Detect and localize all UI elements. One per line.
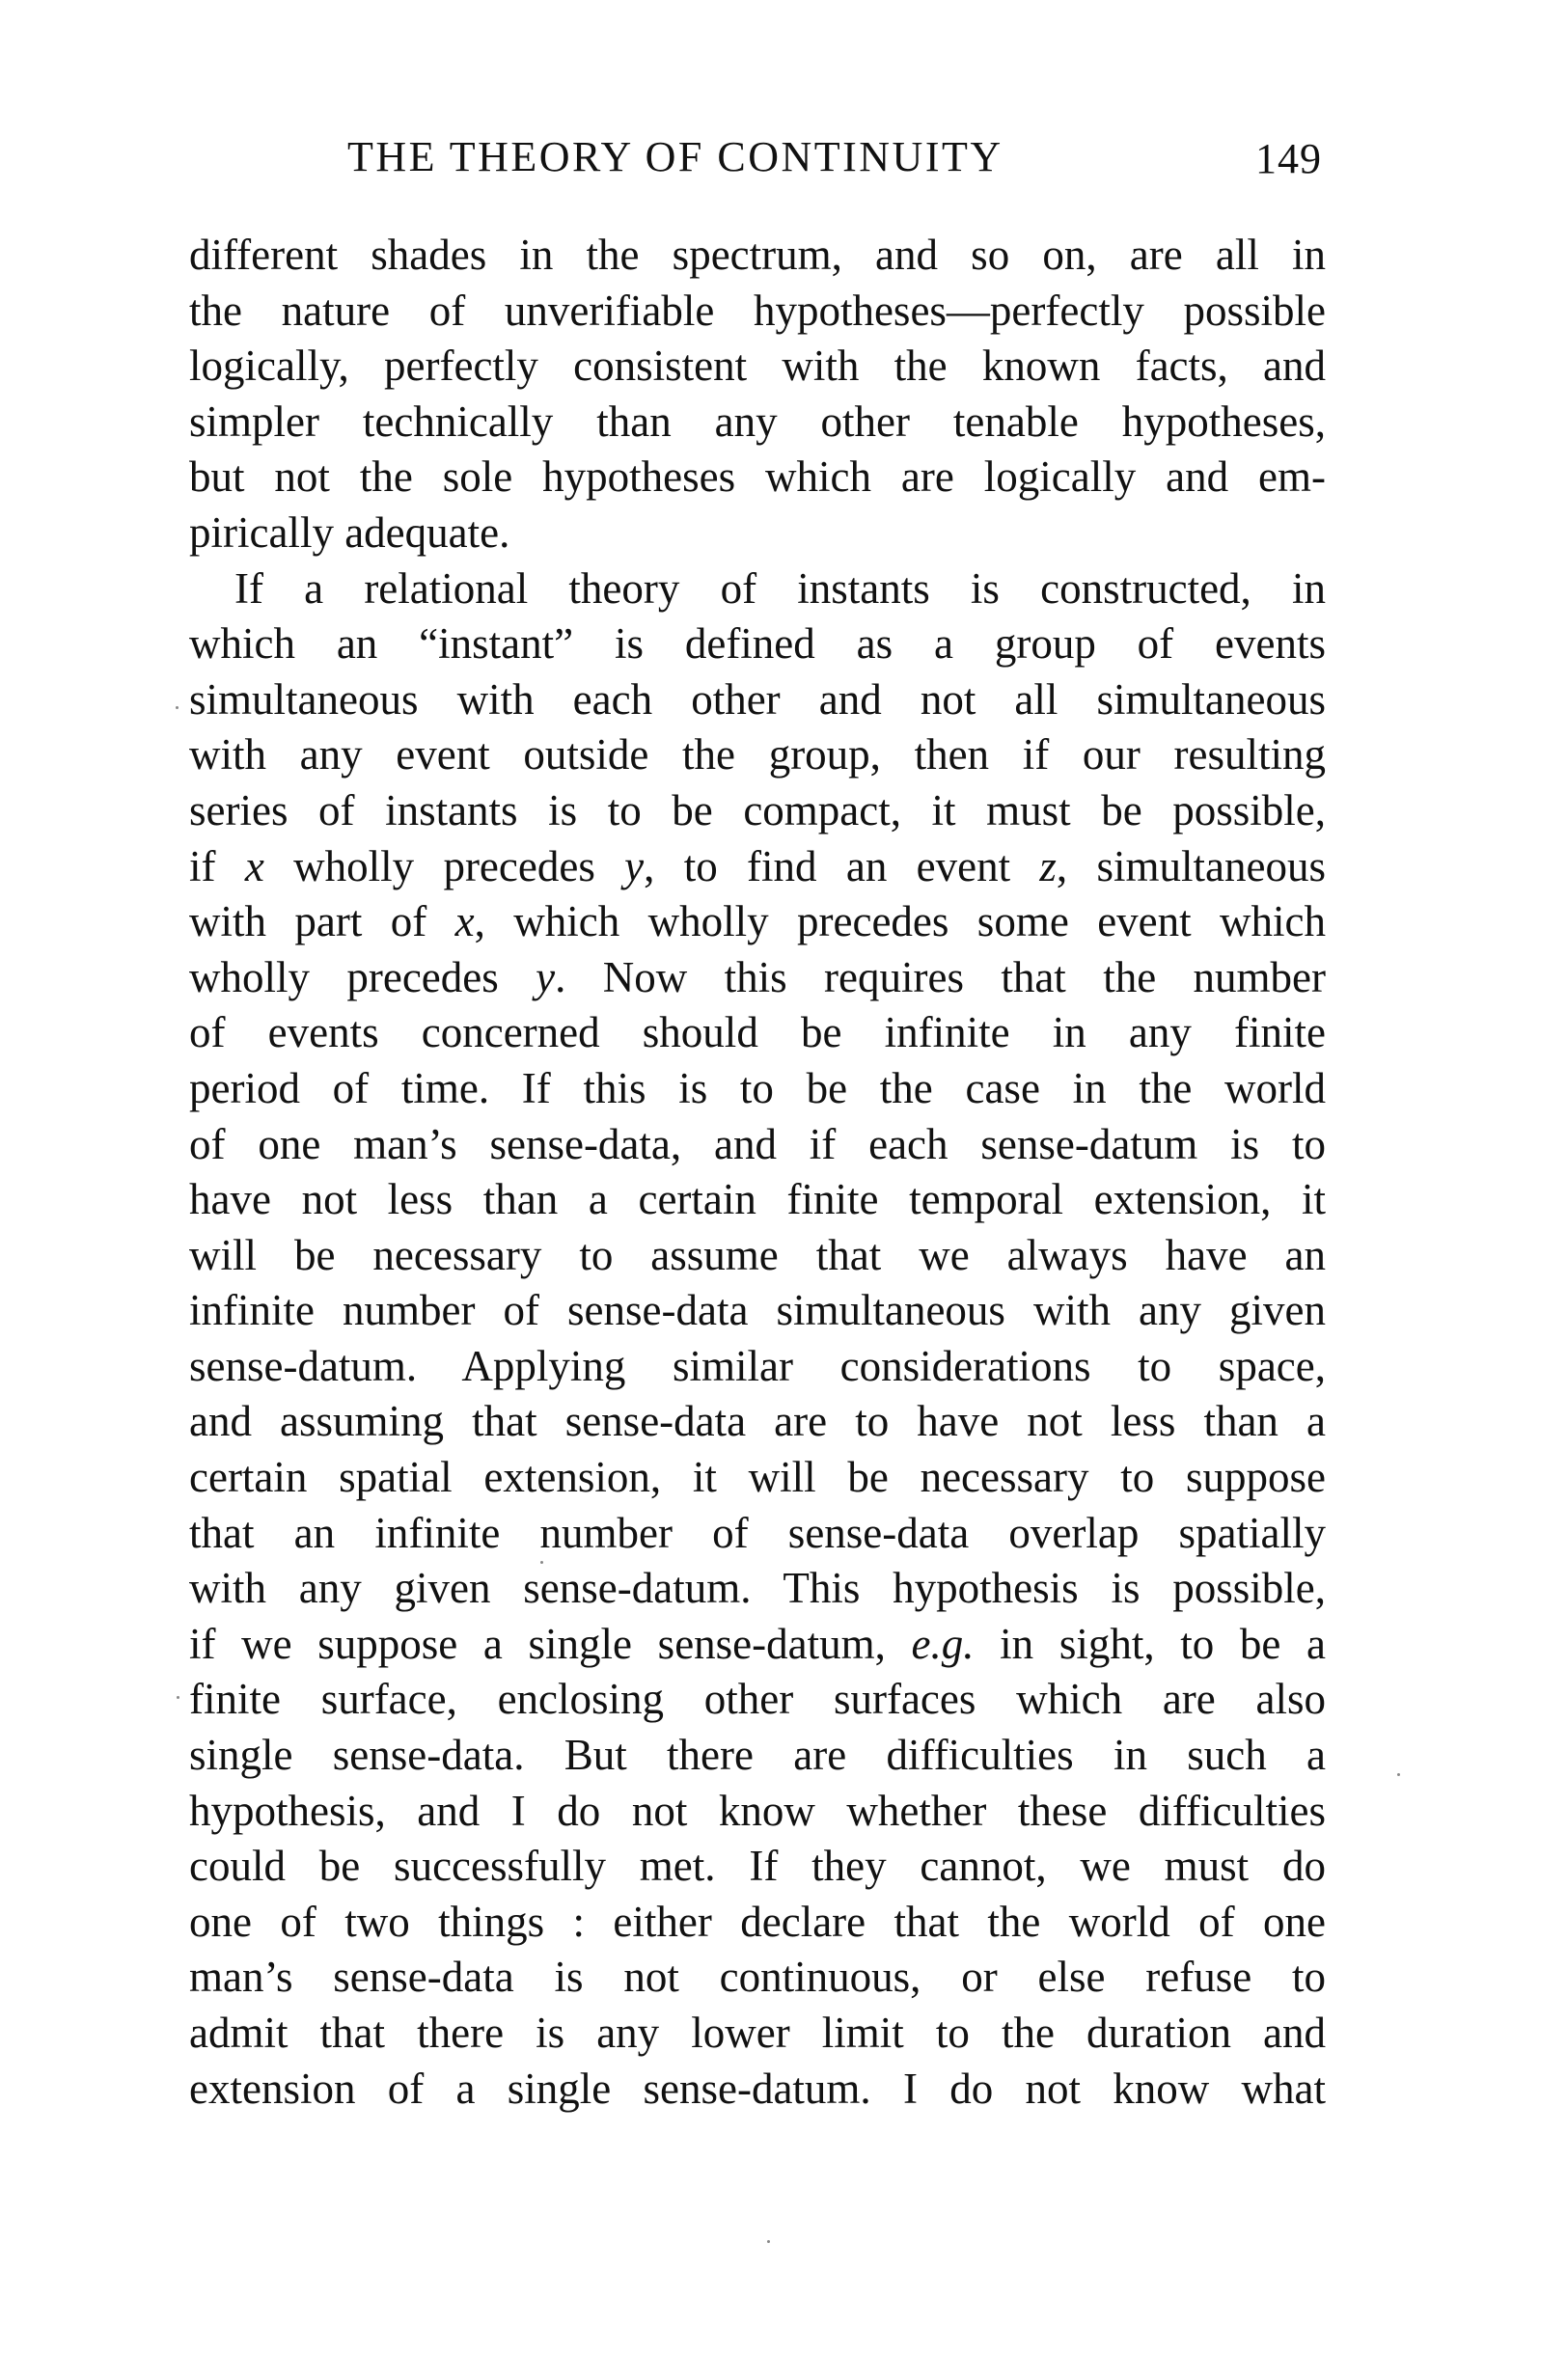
text-line [189, 839, 1326, 895]
text-segment: . Now this requires that the number [555, 952, 1326, 1001]
text-line: of events concerned should be infinite in any finite [189, 1008, 1326, 1057]
text-line: logically, perfectly consistent with the known facts, and [189, 342, 1326, 391]
italic-variable: y [536, 952, 556, 1001]
text-line: sense-datum. Applying similar considerations to space, [189, 1341, 1326, 1390]
text-line [189, 1617, 1326, 1673]
text-line: man’s sense-data is not continuous, or else refuse to [189, 1953, 1326, 2002]
running-title: THE THEORY OF CONTINUITY [347, 133, 1003, 180]
italic-variable: z [1039, 841, 1057, 890]
text-line: If a relational theory of instants is constructed, in [234, 563, 1326, 613]
text-segment: if [189, 841, 245, 890]
text-segment: , to find an event [644, 841, 1040, 890]
text-line: simultaneous with each other and not all simultaneous [189, 674, 1326, 724]
text-line: will be necessary to assume that we always have an [189, 1230, 1326, 1279]
text-line: simpler technically than any other tenable hypotheses, [189, 397, 1326, 446]
text-segment: , which wholly precedes some event which [474, 897, 1327, 946]
text-line: single sense-data. But there are difficulties in such a [189, 1731, 1326, 1780]
text-line: could be successfully met. If they cannot, we must do [189, 1842, 1326, 1891]
scan-speck [540, 1561, 543, 1564]
scan-speck [176, 706, 179, 709]
text-line: one of two things : either declare that the world of one [189, 1897, 1326, 1946]
italic-variable: y [624, 841, 645, 890]
text-line: period of time. If this is to be the case in the world [189, 1063, 1326, 1112]
text-segment: if we suppose a single sense-datum, [189, 1619, 912, 1668]
text-segment: in sight, to be a [974, 1619, 1327, 1668]
text-line [189, 950, 1326, 1006]
text-line: series of instants is to be compact, it must be possible, [189, 785, 1326, 834]
text-line: which an “instant” is defined as a group of events [189, 619, 1326, 669]
text-line: pirically adequate. [189, 507, 510, 557]
scan-speck [767, 2240, 770, 2243]
text-segment: wholly precedes [263, 841, 625, 890]
page-number: 149 [1255, 135, 1322, 182]
text-line: the nature of unverifiable hypotheses—perfectly possible [189, 286, 1326, 335]
text-line: with any given sense-datum. This hypothesis is possible, [189, 1564, 1326, 1613]
scan-speck [1397, 1773, 1400, 1776]
text-line: and assuming that sense-data are to have not less than a [189, 1397, 1326, 1446]
text-line: have not less than a certain finite temporal extension, it [189, 1175, 1326, 1224]
text-line: certain spatial extension, it will be necessary to suppose [189, 1453, 1326, 1502]
text-line: of one man’s sense-data, and if each sense-datum is to [189, 1119, 1326, 1168]
text-segment: , simultaneous [1056, 841, 1326, 890]
scan-speck [177, 1696, 179, 1699]
text-line: with any event outside the group, then if our resulting [189, 730, 1326, 780]
italic-variable: x [244, 841, 264, 890]
text-line: different shades in the spectrum, and so on, are all in [189, 231, 1326, 279]
text-line: but not the sole hypotheses which are logically and em- [189, 452, 1326, 502]
paragraph-2 [189, 561, 1326, 2118]
text-line [189, 894, 1326, 950]
running-head [347, 128, 1322, 186]
text-line: admit that there is any lower limit to the duration and [189, 2009, 1326, 2057]
text-line: extension of a single sense-datum. I do not know what [189, 2064, 1326, 2113]
text-line: that an infinite number of sense-data overlap spatially [189, 1508, 1326, 1557]
italic-abbreviation: e.g. [911, 1619, 975, 1668]
text-segment: wholly precedes [189, 952, 536, 1001]
body-text [189, 228, 1326, 2117]
text-line: infinite number of sense-data simultaneous with any given [189, 1286, 1326, 1335]
text-segment: with part of [189, 897, 455, 946]
italic-variable: x [454, 897, 475, 946]
paragraph-1 [189, 228, 1326, 561]
text-line: hypothesis, and I do not know whether these difficulties [189, 1786, 1326, 1835]
text-line: finite surface, enclosing other surfaces which are also [189, 1675, 1326, 1724]
